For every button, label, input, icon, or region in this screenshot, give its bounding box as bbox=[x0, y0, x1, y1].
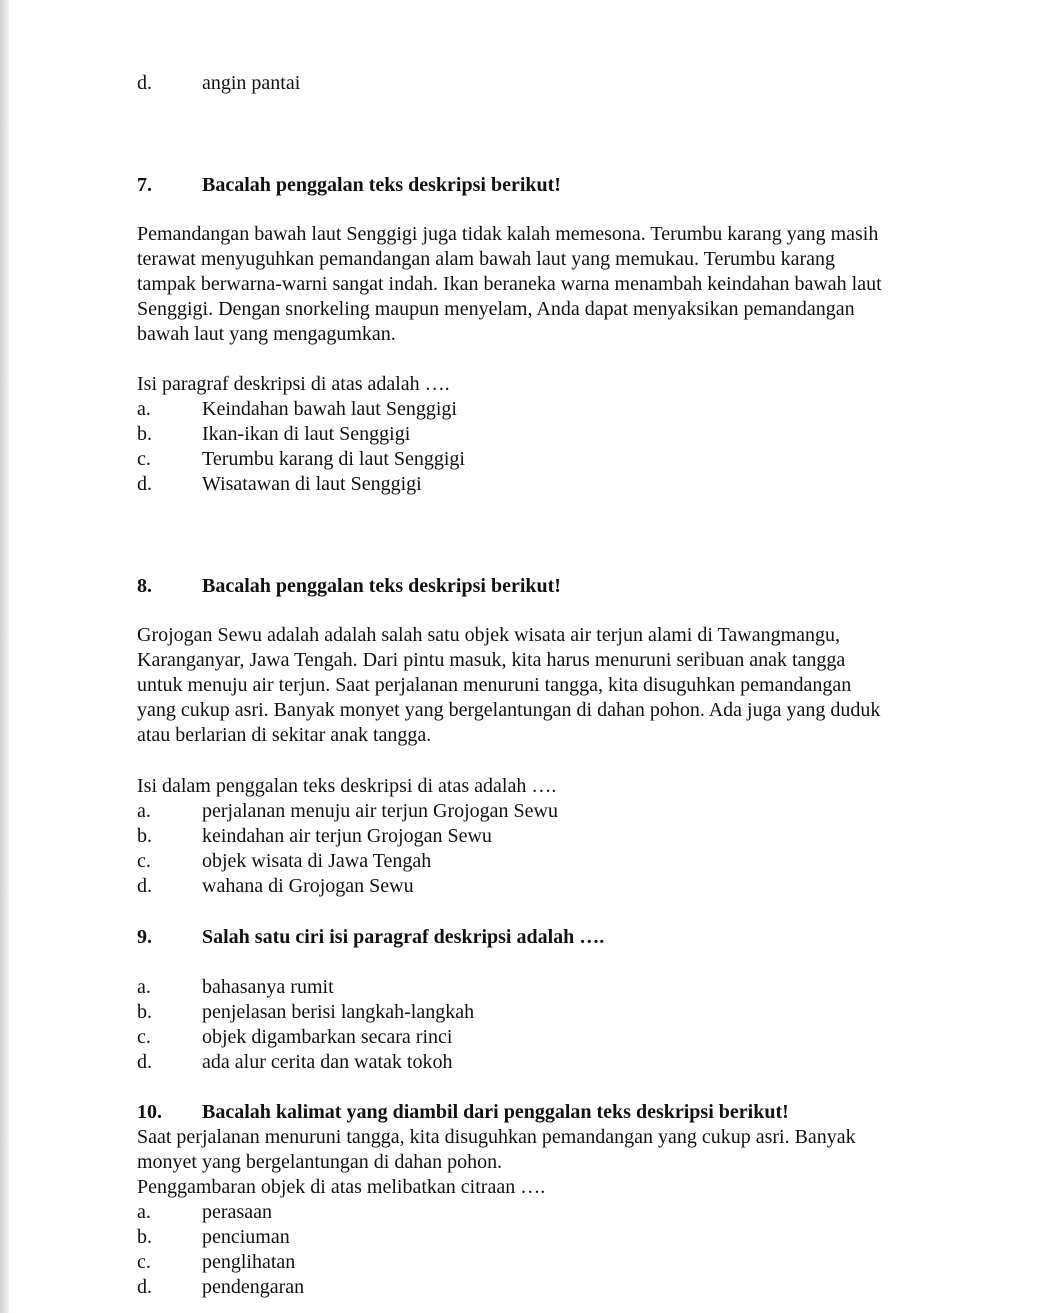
question-instruction: Bacalah kalimat yang diambil dari penggalan teks deskripsi berikut! bbox=[202, 1101, 789, 1123]
option-letter: a. bbox=[137, 398, 151, 420]
option-letter: b. bbox=[137, 1226, 152, 1248]
option-letter: a. bbox=[137, 976, 151, 998]
question-number: 10. bbox=[137, 1101, 162, 1123]
passage bbox=[137, 1125, 957, 1175]
option-letter: d. bbox=[137, 72, 152, 94]
question-number: 9. bbox=[137, 926, 152, 948]
passage-line: Senggigi. Dengan snorkeling maupun menyelam, Anda dapat menyaksikan pemandangan bbox=[137, 298, 855, 320]
question-instruction: Bacalah penggalan teks deskripsi berikut! bbox=[202, 174, 561, 196]
passage-line: monyet yang bergelantungan di dahan pohon. bbox=[137, 1151, 503, 1173]
question-number: 8. bbox=[137, 575, 152, 597]
option-text: Ikan-ikan di laut Senggigi bbox=[202, 423, 411, 445]
option-letter: c. bbox=[137, 1251, 151, 1273]
option-letter: c. bbox=[137, 448, 151, 470]
passage-line: Pemandangan bawah laut Senggigi juga tidak kalah memesona. Terumbu karang yang masih bbox=[137, 223, 879, 245]
passage-line: terawat menyuguhkan pemandangan alam bawah laut yang memukau. Terumbu karang bbox=[137, 248, 835, 270]
option-text: objek wisata di Jawa Tengah bbox=[202, 850, 432, 872]
option-text: Terumbu karang di laut Senggigi bbox=[202, 448, 465, 470]
option-text: penglihatan bbox=[202, 1251, 296, 1273]
option-letter: c. bbox=[137, 1026, 151, 1048]
option-text: bahasanya rumit bbox=[202, 976, 334, 998]
passage-line: untuk menuju air terjun. Saat perjalanan menuruni tangga, kita disuguhkan pemandangan bbox=[137, 674, 852, 696]
option-text: pendengaran bbox=[202, 1276, 305, 1298]
option-text: Keindahan bawah laut Senggigi bbox=[202, 398, 457, 420]
option-text: ada alur cerita dan watak tokoh bbox=[202, 1051, 453, 1073]
option-letter: a. bbox=[137, 1201, 151, 1223]
passage-line: Karanganyar, Jawa Tengah. Dari pintu masuk, kita harus menuruni seribuan anak tangga bbox=[137, 649, 846, 671]
option-letter: d. bbox=[137, 875, 152, 897]
question-text: Isi dalam penggalan teks deskripsi di atas adalah …. bbox=[137, 775, 557, 797]
question-number: 7. bbox=[137, 174, 152, 196]
passage-line: Grojogan Sewu adalah adalah salah satu objek wisata air terjun alami di Tawangmangu, bbox=[137, 624, 841, 646]
passage-line: Saat perjalanan menuruni tangga, kita disuguhkan pemandangan yang cukup asri. Banyak bbox=[137, 1126, 856, 1148]
option-letter: d. bbox=[137, 1276, 152, 1298]
option-letter: b. bbox=[137, 423, 152, 445]
passage-line: yang cukup asri. Banyak monyet yang bergelantungan di dahan pohon. Ada juga yang duduk bbox=[137, 699, 881, 721]
option-text: objek digambarkan secara rinci bbox=[202, 1026, 453, 1048]
option-letter: b. bbox=[137, 1001, 152, 1023]
option-letter: b. bbox=[137, 825, 152, 847]
option-letter: d. bbox=[137, 1051, 152, 1073]
question-instruction: Bacalah penggalan teks deskripsi berikut! bbox=[202, 575, 561, 597]
passage-line: tampak berwarna-warni sangat indah. Ikan beraneka warna menambah keindahan bawah laut bbox=[137, 273, 882, 295]
option-letter: a. bbox=[137, 800, 151, 822]
option-text: penjelasan berisi langkah-langkah bbox=[202, 1001, 475, 1023]
question-instruction: Salah satu ciri isi paragraf deskripsi adalah …. bbox=[202, 926, 605, 948]
option-text: wahana di Grojogan Sewu bbox=[202, 875, 414, 897]
option-text: keindahan air terjun Grojogan Sewu bbox=[202, 825, 492, 847]
option-text: angin pantai bbox=[202, 72, 301, 94]
option-text: perjalanan menuju air terjun Grojogan Sewu bbox=[202, 800, 558, 822]
option-letter: c. bbox=[137, 850, 151, 872]
option-text: penciuman bbox=[202, 1226, 290, 1248]
question-text: Isi paragraf deskripsi di atas adalah …. bbox=[137, 373, 450, 395]
option-text: perasaan bbox=[202, 1201, 272, 1223]
option-text: Wisatawan di laut Senggigi bbox=[202, 473, 422, 495]
passage-line: atau berlarian di sekitar anak tangga. bbox=[137, 724, 432, 746]
passage bbox=[137, 623, 957, 748]
option-letter: d. bbox=[137, 473, 152, 495]
passage-line: bawah laut yang mengagumkan. bbox=[137, 323, 396, 345]
passage bbox=[137, 222, 957, 347]
question-text: Penggambaran objek di atas melibatkan citraan …. bbox=[137, 1176, 546, 1198]
